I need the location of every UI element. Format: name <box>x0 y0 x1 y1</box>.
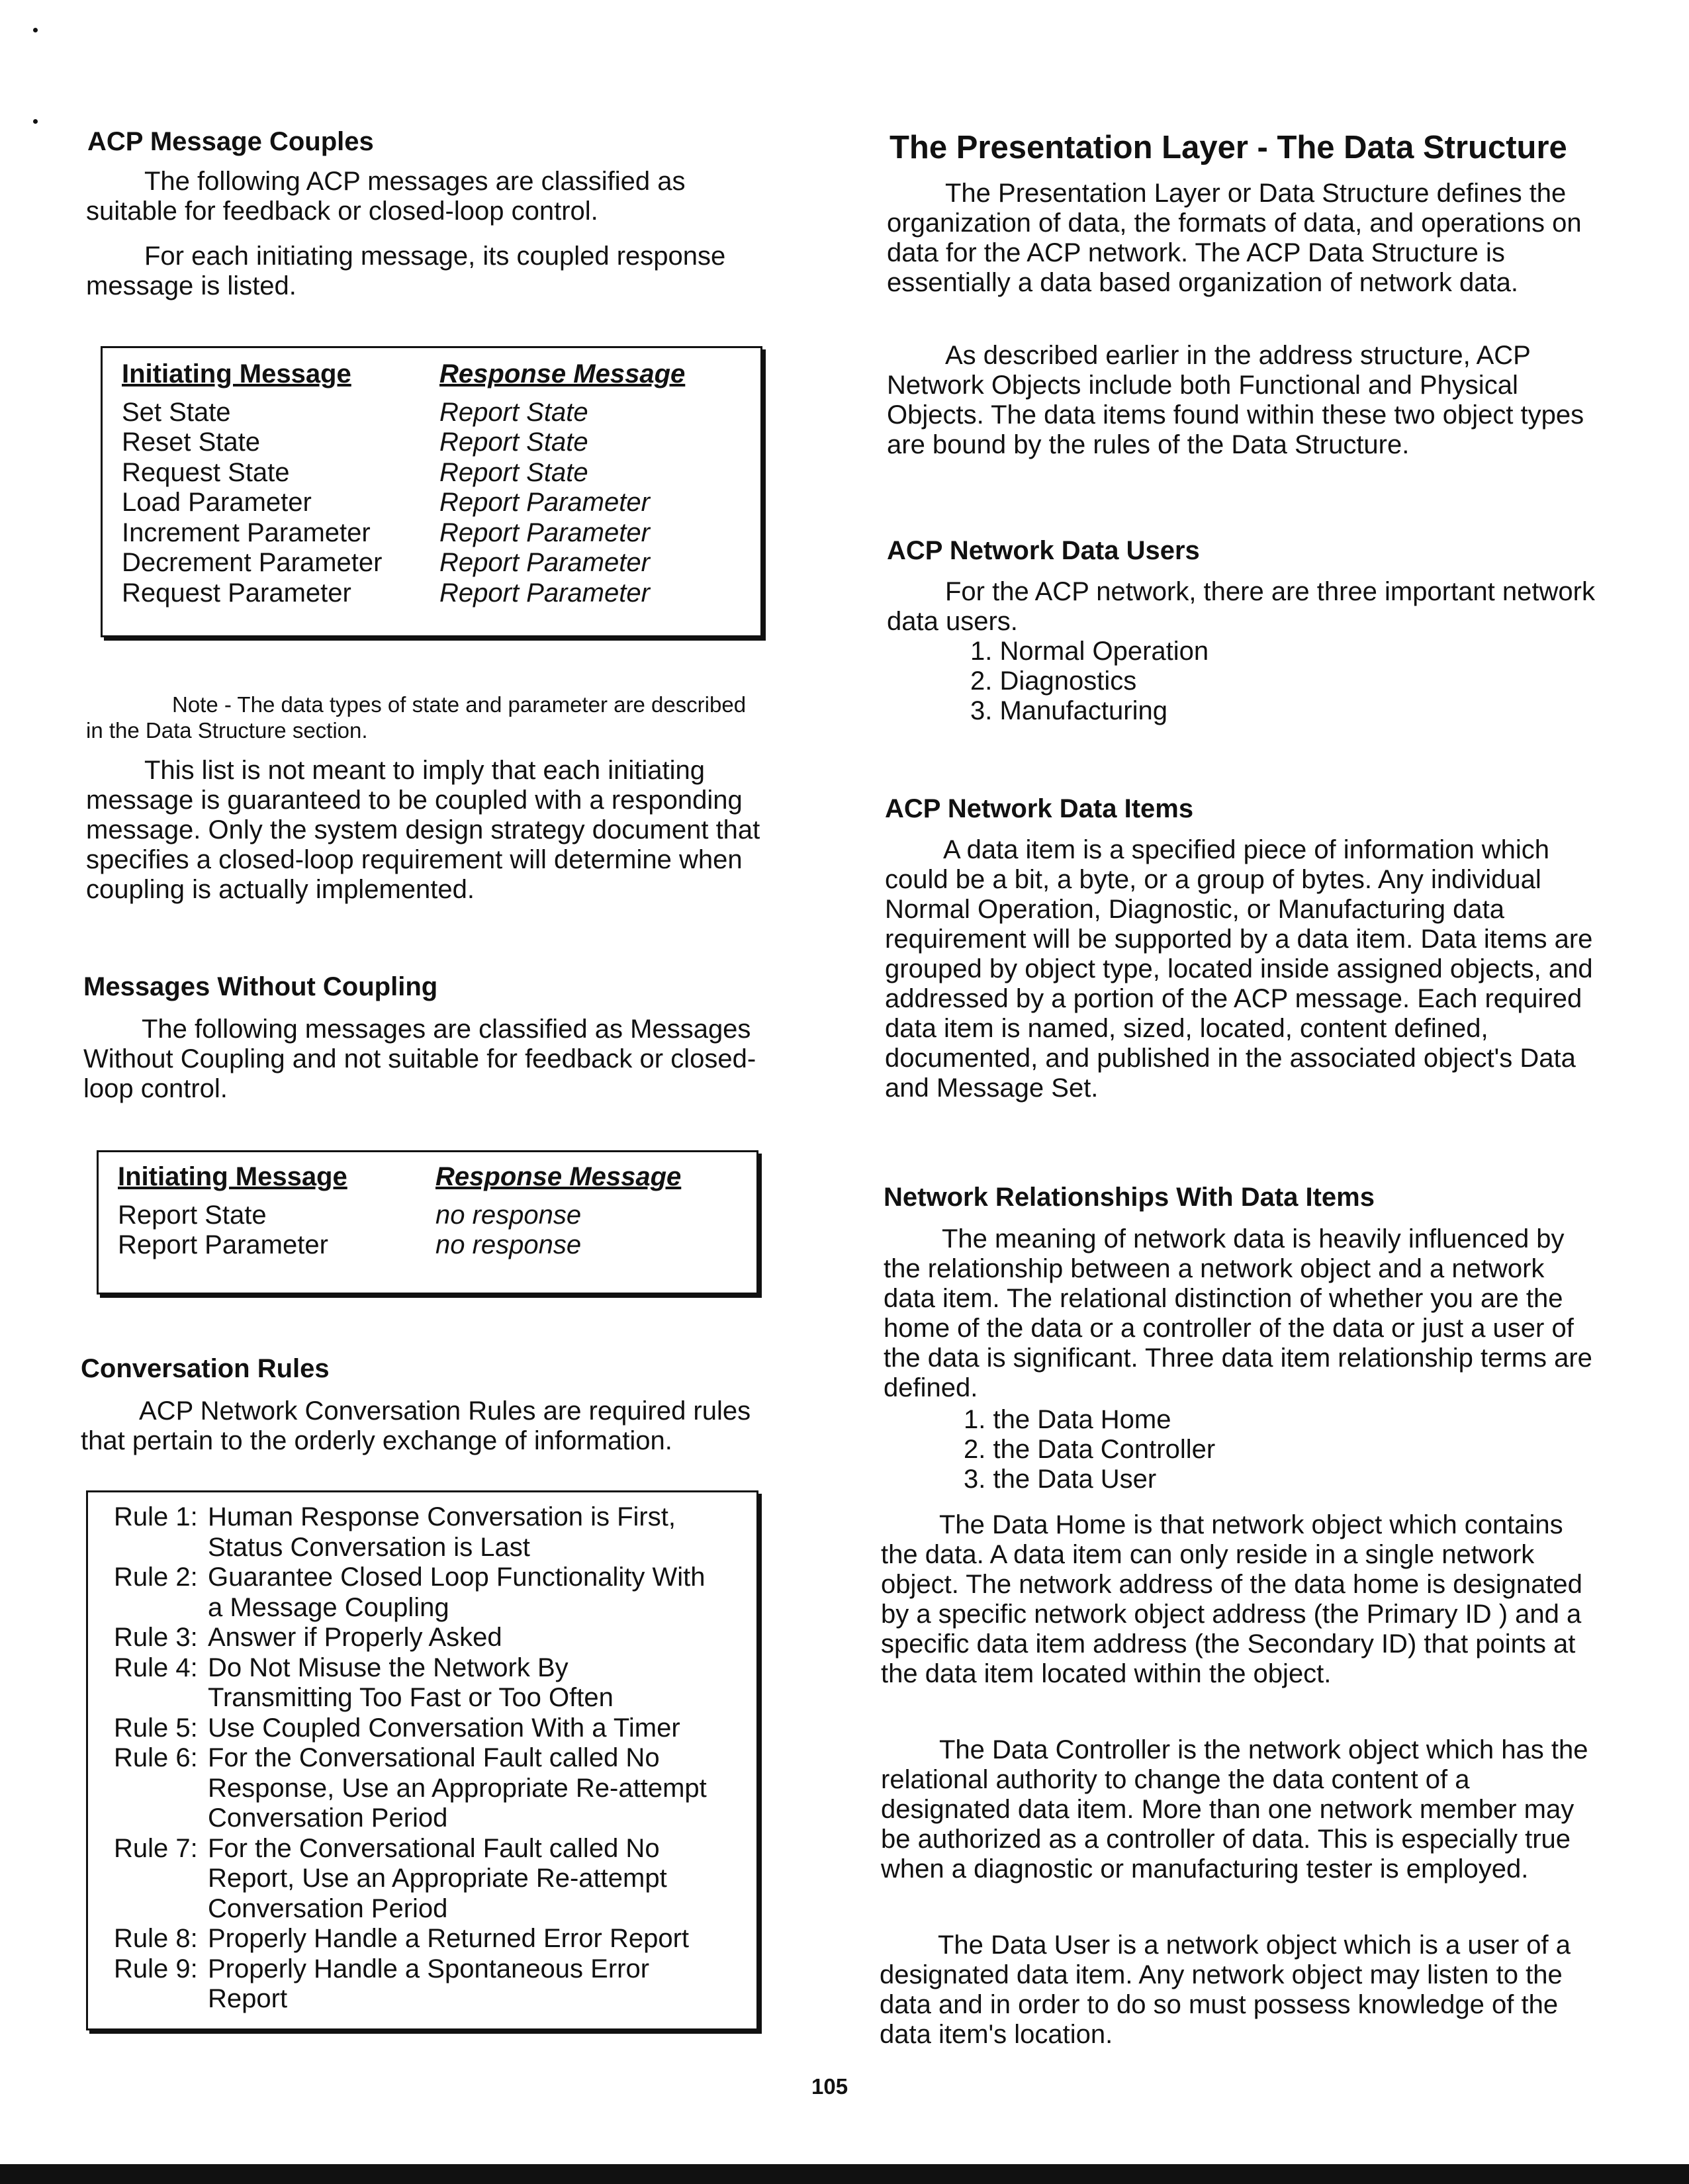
rule-line: Status Conversation is Last <box>208 1532 530 1562</box>
rule-line: Report, Use an Appropriate Re-attempt <box>208 1864 667 1893</box>
coupling-disclaimer: This list is not meant to imply that each initiating message is guaranteed to be coupled with a responding message. Only the system design strategy document that specifies a closed-loop requirement will determine when coupling is actually implemented. <box>86 756 760 904</box>
rule-label: Rule 9: <box>114 1954 198 1983</box>
without-col-initiating: Initiating Message <box>118 1162 347 1191</box>
rule-text <box>208 1743 707 1834</box>
conversation-intro: ACP Network Conversation Rules are required rules that pertain to the orderly exchange of information. <box>81 1396 751 1455</box>
relationships-intro: The meaning of network data is heavily influenced by the relationship between a network object and a network data item. The relational distinction of whether you are the home of the data or a controller of the data or just a user of the data is significant. Three data item relationship terms are defined. <box>884 1224 1592 1402</box>
rule-line: a Message Coupling <box>208 1592 449 1622</box>
rules-list <box>114 1502 756 2015</box>
rule-label: Rule 5: <box>114 1713 198 1743</box>
rule-line: Do Not Misuse the Network By <box>208 1653 569 1682</box>
without-coupling-intro: The following messages are classified as Messages Without Coupling and not suitable for feedback or closed-loop control. <box>83 1015 756 1103</box>
response-cell: Report Parameter <box>439 578 650 608</box>
table-row <box>122 518 685 549</box>
without-coupling-table <box>118 1162 681 1261</box>
rule-text <box>208 1653 614 1713</box>
couples-intro-1: The following ACP messages are classified as suitable for feedback or closed-loop control. <box>86 167 686 226</box>
initiating-cell: Set State <box>122 397 231 427</box>
rule-line: Answer if Properly Asked <box>208 1623 502 1652</box>
rule-line: Human Response Conversation is First, <box>208 1502 676 1531</box>
table-row <box>122 488 685 518</box>
rule-line: Conversation Period <box>208 1803 448 1833</box>
rule-text <box>208 1954 649 2015</box>
margin-dot <box>33 119 38 124</box>
couples-intro-2: For each initiating message, its coupled response message is listed. <box>86 242 726 300</box>
section-heading-relationships: Network Relationships With Data Items <box>884 1183 1375 1212</box>
list-item: 3. Manufacturing <box>970 696 1167 725</box>
data-home-paragraph: The Data Home is that network object which contains the data. A data item can only reside in a single network object. The network address of the data home is designated by a specific network object address (the Primary ID ) and a specific data item address (the Secondary ID) that points at the data item located within the object. <box>881 1510 1582 1688</box>
response-cell: no response <box>435 1230 582 1259</box>
couples-col-response: Response Message <box>439 359 686 388</box>
initiating-cell: Request State <box>122 457 290 487</box>
list-item: 2. the Data Controller <box>964 1435 1216 1464</box>
list-item: 1. Normal Operation <box>970 637 1209 666</box>
initiating-cell: Decrement Parameter <box>122 548 383 577</box>
list-item: 1. the Data Home <box>964 1405 1171 1434</box>
data-users-list <box>970 637 1209 726</box>
rule-line: Properly Handle a Spontaneous Error <box>208 1954 650 1983</box>
data-types-note: Note - The data types of state and parameter are described in the Data Structure section. <box>86 692 747 743</box>
rule-label: Rule 8: <box>114 1924 198 1953</box>
section-heading-data-users: ACP Network Data Users <box>887 536 1200 565</box>
section-heading-data-items: ACP Network Data Items <box>885 794 1194 823</box>
table-row <box>122 458 685 488</box>
rule-item <box>114 1954 756 2015</box>
rule-line: Properly Handle a Returned Error Report <box>208 1924 690 1953</box>
page-title: The Presentation Layer - The Data Structure <box>890 130 1567 165</box>
rule-label: Rule 4: <box>114 1653 198 1682</box>
rule-label: Rule 3: <box>114 1623 198 1652</box>
initiating-cell: Report Parameter <box>118 1230 328 1259</box>
table-row <box>122 578 685 609</box>
presentation-objects: As described earlier in the address structure, ACP Network Objects include both Functional and Physical Objects. The data items found within these two object types are bound by the rules of the Data Structure. <box>887 341 1584 459</box>
rule-line: For the Conversational Fault called No <box>208 1833 660 1863</box>
couples-col-initiating: Initiating Message <box>122 359 351 388</box>
response-cell: Report Parameter <box>439 548 650 577</box>
list-item: 3. the Data User <box>964 1465 1157 1494</box>
table-row <box>122 428 685 458</box>
response-cell: no response <box>435 1200 582 1230</box>
rule-line: Transmitting Too Fast or Too Often <box>208 1683 614 1712</box>
response-cell: Report Parameter <box>439 518 650 547</box>
initiating-cell: Report State <box>118 1200 267 1230</box>
section-heading-without-coupling: Messages Without Coupling <box>83 972 438 1001</box>
rule-label: Rule 7: <box>114 1833 198 1863</box>
bottom-border-bar <box>0 2164 1689 2184</box>
rule-text <box>208 1623 502 1653</box>
table-row <box>122 548 685 578</box>
rule-line: Guarantee Closed Loop Functionality With <box>208 1563 706 1592</box>
rule-item <box>114 1834 756 1925</box>
rule-item <box>114 1713 756 1744</box>
initiating-cell: Request Parameter <box>122 578 351 608</box>
response-cell: Report State <box>439 397 588 427</box>
table-row <box>118 1230 681 1261</box>
margin-dot <box>33 28 38 32</box>
initiating-cell: Reset State <box>122 428 261 457</box>
rule-item <box>114 1924 756 1954</box>
section-heading-couples: ACP Message Couples <box>87 127 374 156</box>
rule-label: Rule 1: <box>114 1502 198 1531</box>
relationship-terms-list <box>964 1405 1215 1494</box>
rule-item <box>114 1653 756 1713</box>
rule-item <box>114 1623 756 1653</box>
rule-text <box>208 1713 680 1744</box>
couples-table <box>122 359 685 608</box>
data-items-body: A data item is a specified piece of information which could be a bit, a byte, or a group of bytes. Any individual Normal Operation, Diagnostic, or Manufacturing data requirement will be supported by a data item. Data items are grouped by object type, located inside assigned objects, and addressed by a portion of the ACP message. Each required data item is named, sized, located, content defined, documented, and published in the associated object's Data and Message Set. <box>885 835 1593 1103</box>
table-row <box>122 398 685 428</box>
rule-line: Conversation Period <box>208 1893 448 1923</box>
without-col-response: Response Message <box>435 1162 682 1191</box>
rule-text <box>208 1924 689 1954</box>
response-cell: Report Parameter <box>439 488 650 517</box>
response-cell: Report State <box>439 457 588 487</box>
rule-line: Use Coupled Conversation With a Timer <box>208 1713 680 1743</box>
initiating-cell: Increment Parameter <box>122 518 371 547</box>
rule-text <box>208 1502 676 1563</box>
response-cell: Report State <box>439 428 588 457</box>
initiating-cell: Load Parameter <box>122 488 312 517</box>
table-row <box>118 1201 681 1231</box>
list-item: 2. Diagnostics <box>970 666 1137 696</box>
section-heading-conversation-rules: Conversation Rules <box>81 1354 330 1383</box>
rule-text <box>208 1563 706 1623</box>
data-controller-paragraph: The Data Controller is the network object which has the relational authority to change the data content of a designated data item. More than one network member may be authorized as a controller of data. This is especially true when a diagnostic or manufacturing tester is employed. <box>881 1735 1588 1884</box>
rule-item <box>114 1743 756 1834</box>
rule-label: Rule 6: <box>114 1743 198 1772</box>
data-users-intro: For the ACP network, there are three important network data users. <box>887 577 1595 636</box>
rule-line: Response, Use an Appropriate Re-attempt <box>208 1773 707 1803</box>
rule-item <box>114 1563 756 1623</box>
rule-line: For the Conversational Fault called No <box>208 1743 660 1772</box>
rule-label: Rule 2: <box>114 1563 198 1592</box>
presentation-intro: The Presentation Layer or Data Structure defines the organization of data, the formats of data, and operations on data for the ACP network. The ACP Data Structure is essentially a data based organization of network data. <box>887 179 1582 297</box>
rule-text <box>208 1834 667 1925</box>
data-user-paragraph: The Data User is a network object which is a user of a designated data item. Any network object may listen to the data and in order to do so must possess knowledge of the data item's location. <box>880 1931 1571 2049</box>
rule-item <box>114 1502 756 1563</box>
page-number: 105 <box>811 2074 848 2099</box>
rule-line: Report <box>208 1984 288 2013</box>
